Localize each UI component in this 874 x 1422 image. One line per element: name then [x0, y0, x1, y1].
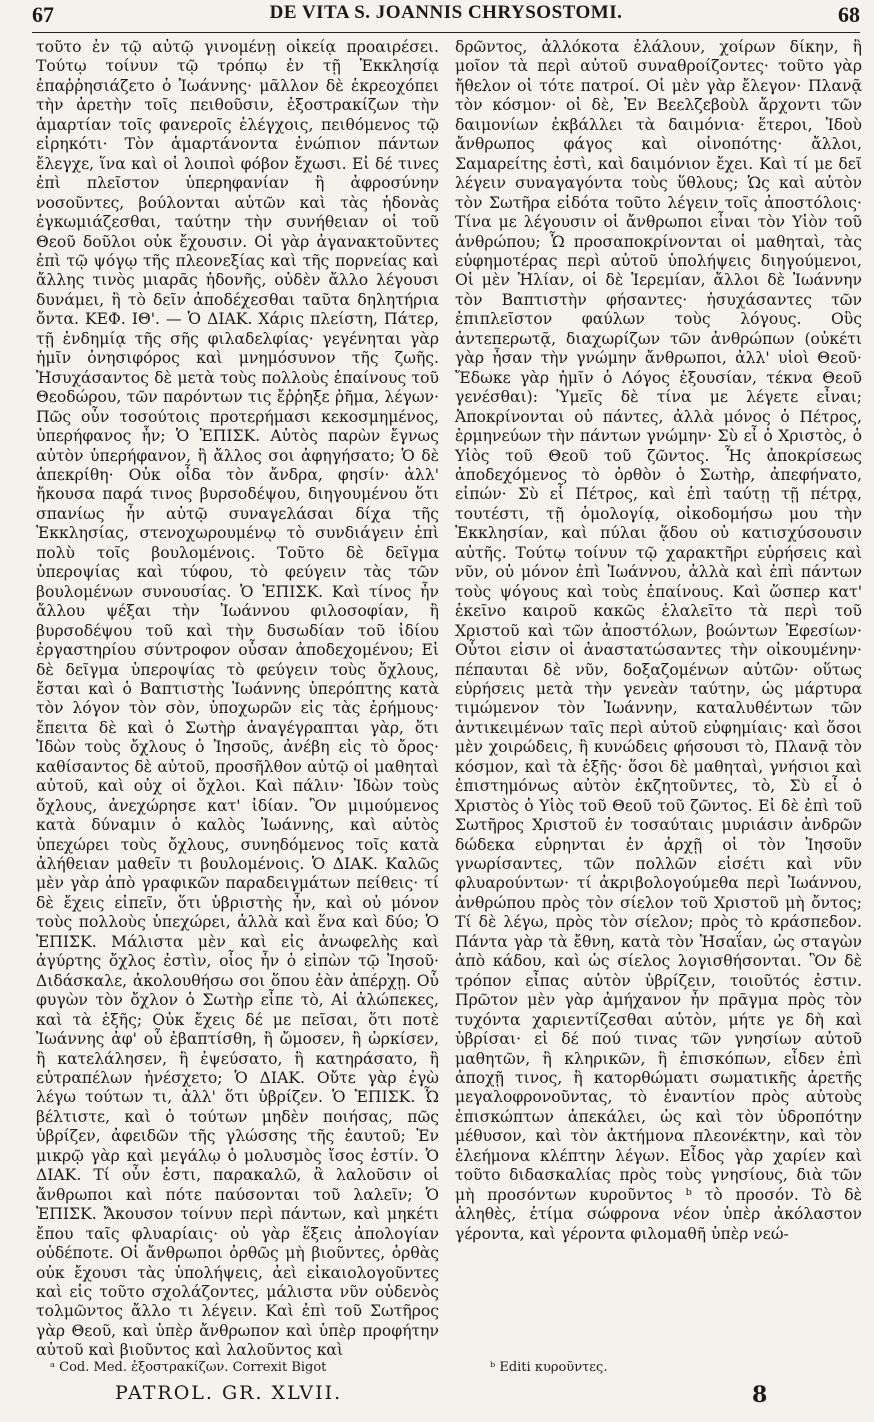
page-number-left: 67: [32, 2, 54, 27]
footnote-right: ᵇ Editi κυροῦντες.: [490, 1360, 608, 1375]
running-head: [32, 2, 860, 33]
text-column-right: [455, 38, 862, 1348]
page-footer: [0, 1382, 874, 1412]
footnote-left: ᵃ Cod. Med. ἐξοστρακίζων. Correxit Bigot: [50, 1360, 327, 1375]
text-column-left: [36, 38, 439, 1360]
page-number-right: 68: [838, 2, 860, 27]
signature-mark: 8: [752, 1382, 768, 1408]
running-title: DE VITA S. JOANNIS CHRYSOSTOMI.: [269, 2, 623, 23]
series-label: PATROL. GR. XLVII.: [115, 1382, 343, 1404]
column-text-right: δρῶντος, ἀλλόκοτα ἐλάλουν, χοίρων δίκην, ἢ μοῖον τὰ περὶ αὐτοῦ συναθροίζοντες· τοῦτο γὰρ ἤθελον οἱ τότε πατροί. Οἱ μὲν γὰρ ἔλεγον· Πλανᾷ τὸν κόσμον· οἱ δὲ, Ἐν Βεελζεβοὺλ ἄρχοντι τῶν δαιμονίων ἐκβάλλει τὰ δαιμόνια· ἕτεροι, Ἰδοὺ ἄνθρωπος φάγος καὶ οἰνοπότης· ἄλλοι, Σαμαρείτης ἐστὶ, καὶ δαιμόνιον ἔχει. Καὶ τί με δεῖ λέγειν συναγαγόντα τοὺς ὕθλους; Ὡς καὶ αὐτὸν τὸν Σωτῆρα εἰδότα τοῦτο λέγειν τοῖς ἀποστόλοις· Τίνα με λέγουσιν οἱ ἄνθρωποι εἶναι τὸν Υἱὸν τοῦ ἀνθρώπου; Ὧ προσαποκρίνονται οἱ μαθηταὶ, τὰς εὐφημοτέρας περὶ αὐτοῦ ὑπολήψεις διηγούμενοι, Οἱ μὲν Ἠλίαν, οἱ δὲ Ἱερεμίαν, ἄλλοι δὲ Ἰωάννην τὸν Βαπτιστὴν φήσαντες· ἡσυχάσαντες τῶν ἐπιπλεῖστον φαύλων τοὺς λόγους. Οὓς ἀντεπερωτᾷ, διαχωρίζων τῶν ἀνθρώπων (οὐκέτι γὰρ ἦσαν τὴν γνώμην ἄνθρωποι, ἀλλ' υἱοὶ Θεοῦ· Ἔδωκε γὰρ ἡμῖν ὁ Λόγος ἐξουσίαν, τέκνα Θεοῦ γενέσθαι): Ὑμεῖς δὲ τίνα με λέγετε εἶναι; Ἀποκρίνονται οὐ πάντες, ἀλλὰ μόνος ὁ Πέτρος, ἑρμηνεύων τὴν πάντων γνώμην· Σὺ εἶ ὁ Χριστὸς, ὁ Υἱὸς τοῦ Θεοῦ τοῦ ζῶντος. Ἧς ἀποκρίσεως ἀποδεχόμενος τὸ ὀρθὸν ὁ Σωτὴρ, ἀπεφήνατο, εἰπών· Σὺ εἶ Πέτρος, καὶ ἐπὶ ταύτῃ τῇ πέτρᾳ, τουτέστι, τῇ ὁμολογίᾳ, οἰκοδομήσω μου τὴν Ἐκκλησίαν, καὶ πύλαι ᾅδου οὐ κατισχύσουσιν αὐτῆς. Τούτῳ τοίνυν τῷ χαρακτῆρι εὑρήσεις καὶ νῦν, οὐ μόνον ἐπὶ Ἰωάννου, ἀλλὰ καὶ ἐπὶ πάντων τοὺς ψόγους καὶ τοὺς ἐπαίνους. Καὶ ὥσπερ κατ' ἐκεῖνο καιροῦ κακῶς ἐλαλεῖτο τὰ περὶ τοῦ Χριστοῦ καὶ τῶν ἀποστόλων, βοώντων Ἐφεσίων· Οὗτοι εἰσιν οἱ ἀναστατώσαντες τὴν οἰκουμένην· πέπαυται δὲ νῦν, δοξαζομένων αὐτῶν· οὕτως εὑρήσεις μετὰ τὴν γενεὰν ταύτην, ὡς μάρτυρα τιμώμενον τὸν Ἰωάννην, καταλυθέντων τῶν ἀντικειμένων ταῖς περὶ αὐτοῦ εὐφημίαις· καὶ ὅσοι μὲν χοιρώδεις, ἢ κυνώδεις φήσουσι τὸ, Πλανᾷ τὸν κόσμον, καὶ τὰ ἑξῆς· ὅσοι δὲ μαθηταὶ, γνήσιοι καὶ ἐπιστημόνως αὐτὸν ἐκζητοῦντες, τὸ, Σὺ εἶ ὁ Χριστὸς ὁ Υἱὸς τοῦ Θεοῦ τοῦ ζῶντος. Εἰ δὲ ἐπὶ τοῦ Σωτῆρος Χριστοῦ ἐν τοσαύταις μυριάσιν ἀνδρῶν δώδεκα εὑρηνται ἐν ἀρχῇ οἱ τὸν Ἰησοῦν γνωρίσαντες, τῶν πολλῶν εἰσέτι καὶ νῦν φλυαρούντων· τί ἀκριβολογούμεθα περὶ Ἰωάννου, ἀνθρώπου πρὸς τὸν σίελον τοῦ Χριστοῦ μὴ ὄντος; Τί δὲ λέγω, πρὸς τὸν σίελον; πρὸς τὸ κράσπεδον. Πάντα γὰρ τὰ ἔθνη, κατὰ τὸν Ἡσαΐαν, ὡς σταγὼν ἀπὸ κάδου, καὶ ὡς σίελος λογισθήσονται. Ὃν δὲ τρόπον εἶπας αὐτὸν ὑβρίζειν, τοιοῦτός ἐστιν. Πρῶτον μὲν γὰρ ἀμήχανον ἦν πρᾶγμα πρὸς τὸν τυχόντα χαριεντίζεσθαι αὐτὸν, μήτε γε δὴ καὶ ὑβρίσαι· εἰ δέ πού τινας τῶν γνησίων αὐτοῦ μαθητῶν, ἢ κληρικῶν, ἢ ἐπισκόπων, εἶδεν ἐπὶ ἀποχῇ τινος, ἢ κατορθώματι σωματικῆς ἀρετῆς μεγαλοφρονοῦντας, τὸ ἐναντίον πρὸς αὐτοὺς ἐπισκώπτων ἀπεκάλει, ὡς καὶ τὸν ὑδροπότην μέθυσον, καὶ τὸν ἀκτήμονα πλεονέκτην, καὶ τὸν ἐλεήμονα κλέπτην λέγων. Εἶδος γὰρ χαρίεν καὶ τοῦτο διδασκαλίας πρὸς τοὺς γνησίους, διὰ τῶν μὴ προσόντων κυροῦντος ᵇ τὸ προσόν. Τὸ δὲ ἀληθὲς, ἐτίμα σώφρονα νέον ὑπὲρ ἀκόλαστον γέροντα, καὶ γέροντα φιλομαθῆ ὑπὲρ νεώ-: [455, 38, 862, 1243]
column-text-left: τοῦτο ἐν τῷ αὐτῷ γινομένῃ οἰκείᾳ προαιρέσει. Τούτῳ τοίνυν τῷ τρόπῳ ἐν τῇ Ἐκκλησίᾳ ἐπαῤῥησιάζετο ὁ Ἰωάννης· μᾶλλον δὲ ἐκρεοχόπει τὴν ἀρετὴν τοῖς πειθοῦσιν, ἐξοστρακίζων τὴν ἁμαρτίαν τοῖς φανεροῖς ἐλέγχοις, πειθόμενος τῷ εἰρηκότι· Τὸν ἁμαρτάνοντα ἐνώπιον πάντων ἔλεγχε, ἵνα καὶ οἱ λοιποὶ φόβον ἔχωσι. Εἰ δέ τινες ἐπὶ πλεῖστον ὑπερηφανίαν ἢ ἀφροσύνην νοσοῦντες, βούλονται αὐτῶν καὶ τὰς ἡδονὰς ἐγκωμιάζεσθαι, ταύτην τὴν συνήθειαν οἱ τοῦ Θεοῦ δοῦλοι οὐκ ἔχουσιν. Οἱ γὰρ ἀγανακτοῦντες ἐπὶ τῷ ψόγῳ τῆς πλεονεξίας καὶ τῆς πορνείας καὶ ἄλλης τινὸς μιαρᾶς ἡδονῆς, οὐδὲν ἄλλο λέγουσι δυνάμει, ἢ τὸ δεῖν ἀποδέχεσθαι ταῦτα δηλητήρια ὄντα. ΚΕΦ. ΙΘ'. — Ὁ ΔΙΑΚ. Χάρις πλείστη, Πάτερ, τῇ ἐνδημίᾳ τῆς σῆς φιλαδελφίας· γεγένηται γὰρ ἡμῖν ὀνησιφόρος καὶ μνημόσυνον τῆς ζωῆς. Ἡσυχάσαντος δὲ μετὰ τοὺς πολλοὺς ἐπαίνους τοῦ Θεοδώρου, τῶν παρόντων τις ἔῤῥηξε ῥῆμα, λέγων· Πῶς οὖν τοσούτοις προτερήμασι κεκοσμημένος, ὑπερήφανος ἦν; Ὁ ἘΠΙΣΚ. Αὐτὸς παρὼν ἔγνως αὐτὸν ὑπερήφανον, ἢ ἄλλος σοι ἀφηγήσατο; Ὁ δὲ ἀπεκρίθη· Οὐκ οἶδα τὸν ἄνδρα, φησίν· ἀλλ' ἤκουσα παρά τινος βυρσοδέψου, διηγουμένου ὅτι σπανίως ἦν αὐτῷ συναγελάσαι δίχα τῆς Ἐκκλησίας, στενοχωρουμένῳ τὸ συνδιάγειν ἐπὶ πολὺ τοῖς βουλομένοις. Τοῦτο δὲ δεῖγμα ὑπεροψίας καὶ τύφου, τὸ φεύγειν τὰς τῶν βουλομένων συνουσίας. Ὁ ἘΠΙΣΚ. Καὶ τίνος ἦν ἄλλου ψέξαι τὴν Ἰωάννου φιλοσοφίαν, ἢ βυρσοδέψου τοῦ καὶ τὴν δυσωδίαν τοῦ ἰδίου ἐργαστηρίου σύντροφον οὖσαν ἀποδεχομένου; Εἰ δὲ δεῖγμα ὑπεροψίας τὸ φεύγειν τοὺς ὄχλους, ἔσται καὶ ὁ Βαπτιστὴς Ἰωάννης ὑπερόπτης κατὰ τὸν λόγον τὸν σὸν, ὑποχωρῶν εἰς τὰς ἐρήμους· ἔπειτα δὲ καὶ ὁ Σωτὴρ ἀναγέγραπται γὰρ, ὅτι Ἰδὼν τοὺς ὄχλους ὁ Ἰησοῦς, ἀνέβη εἰς τὸ ὄρος· καθίσαντος δὲ αὐτοῦ, προσῆλθον αὐτῷ οἱ μαθηταὶ αὐτοῦ, καὶ οὐχ οἱ ὄχλοι. Καὶ πάλιν· Ἰδὼν τοὺς ὄχλους, ἀνεχώρησε κατ' ἰδίαν. Ὃν μιμούμενος κατὰ δύναμιν ὁ καλὸς Ἰωάννης, καὶ αὐτὸς ὑπεχώρει τοὺς ὄχλους, συνηδόμενος τοῖς κατὰ ἀλήθειαν μαθεῖν τι βουλομένοις. Ὁ ΔΙΑΚ. Καλῶς μὲν γὰρ ἀπὸ γραφικῶν παραδειγμάτων πείθεις· τί δὲ ἔχεις εἰπεῖν, ὅτι ὑβριστὴς ἦν, καὶ οὐ μόνον τοὺς πολλοὺς ὑπεχώρει, ἀλλὰ καὶ ἕνα καὶ δύο; Ὁ ἘΠΙΣΚ. Μάλιστα μὲν καὶ εἰς ἀνωφελὴς καὶ ἀγύρτης ὄχλος ἐστὶν, οἷος ἦν ὁ εἰπὼν τῷ Ἰησοῦ· Διδάσκαλε, ἀκολουθήσω σοι ὅπου ἐὰν ἀπέρχῃ. Οὗ φυγὼν τὸν ὄχλον ὁ Σωτὴρ εἶπε τὸ, Αἱ ἀλώπεκες, καὶ τὰ ἑξῆς; Οὐκ ἔχεις δέ με πεῖσαι, ὅτι ποτὲ Ἰωάννης ἀφ' οὗ ἐβαπτίσθη, ἢ ὤμοσεν, ἢ ὠρκίσεν, ἢ κατελάλησεν, ἢ ἐψεύσατο, ἢ κατηράσατο, ἢ εὐτραπέλων ἠνέσχετο; Ὁ ΔΙΑΚ. Οὔτε γὰρ ἐγὼ λέγω τούτων τι, ἀλλ' ὅτι ὑβρίζεν. Ὁ ἘΠΙΣΚ. Ὦ βέλτιστε, καὶ ὁ τούτων μηδὲν ποιήσας, πῶς ὑβρίζεν, ἀφειδῶν τῆς γλώσσης τῆς ἑαυτοῦ; Ἐν μικρῷ γὰρ καὶ μεγάλῳ ὁ μολυσμὸς ἴσος ἐστίν. Ὁ ΔΙΑΚ. Τί οὖν ἐστι, παρακαλῶ, ἃ λαλοῦσιν οἱ ἄνθρωποι καὶ πότε παύσονται τοῦ λαλεῖν; Ὁ ἘΠΙΣΚ. Ἄκουσον τοίνυν περὶ πάντων, καὶ μηκέτι ἔπου ταῖς φλυαρίαις· οὐ γὰρ ἕξεις ἀπολογίαν οὐδέποτε. Οἱ ἄνθρωποι ὀρθῶς μὴ βιοῦντες, ὀρθὰς οὐκ ἔχουσι τὰς ὑπολήψεις, ἀεὶ εἰκαιολογοῦντες καὶ εἰς τοῦτο σχολάζοντες, μάλιστα νῦν οὐδενὸς τολμῶντος ἄλλο τι λέγειν. Καὶ ἐπὶ τοῦ Σωτῆρος γὰρ Θεοῦ, καὶ ὑπὲρ ἄνθρωπον καὶ ὑπὲρ προφήτην αὐτοῦ καὶ βιοῦντος καὶ λαλοῦντος καὶ: [36, 38, 439, 1360]
